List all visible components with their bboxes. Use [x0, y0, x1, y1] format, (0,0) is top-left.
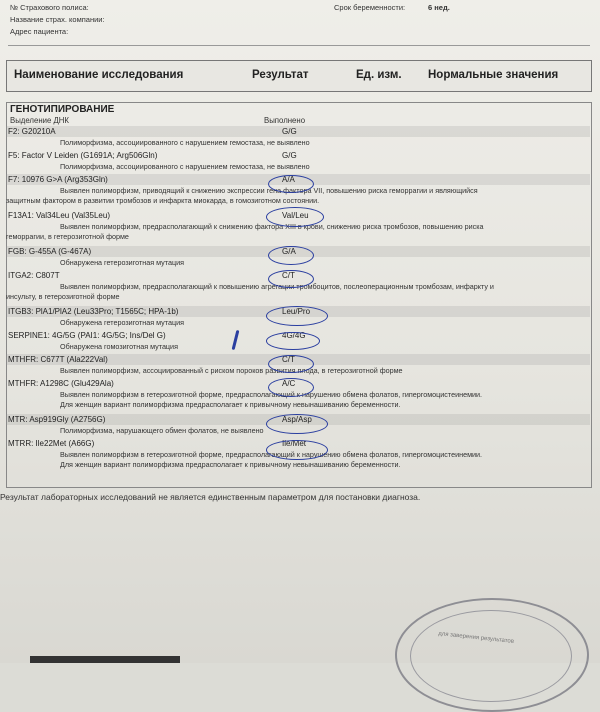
ink-circle [268, 355, 314, 373]
ink-circle [268, 246, 314, 265]
row-description: Выявлен полиморфизм, предрасполагающий к повышению агрегации тромбоцитов, послеоперационным тромбозам, инфаркту и [60, 282, 494, 291]
divider [8, 45, 590, 46]
pregnancy-label: Срок беременности: [334, 3, 406, 12]
gene-name: ITGB3: PlA1/PlA2 (Leu33Pro; T1565C; HPA-1b) [8, 307, 179, 316]
genotype-result: A/A [282, 175, 295, 184]
gene-name: FGB: G-455A (G-467A) [8, 247, 92, 256]
genotype-row [6, 150, 590, 172]
row-description: Полиморфизма, нарушающего обмен фолатов, не выявлено [60, 426, 264, 435]
gene-name: MTHFR: C677T (Ala222Val) [8, 355, 108, 364]
genotype-result: C/T [282, 355, 295, 364]
ink-circle [268, 270, 314, 288]
genotype-result: Leu/Pro [282, 307, 311, 316]
row-description: Выявлен полиморфизм в гетерозиготной форме, предрасполагающий к нарушению обмена фолатов, гипергомоцистеинемии. [60, 390, 483, 399]
pregnancy-value: 6 нед. [428, 3, 450, 12]
gene-name: SERPINE1: 4G/5G (PAI1: 4G/5G; Ins/Del G) [8, 331, 166, 340]
gene-name: F13A1: Val34Leu (Val35Leu) [8, 211, 110, 220]
footer-note: Результат лабораторных исследований не является единственным параметром для постановки диагноза. [0, 492, 421, 502]
genotype-row [6, 126, 590, 148]
insurer-label: Название страх. компании: [10, 15, 105, 24]
gene-name: MTRR: Ile22Met (A66G) [8, 439, 95, 448]
header-normal: Нормальные значения [428, 69, 559, 81]
ink-circle [266, 440, 328, 460]
header-result: Результат [252, 69, 309, 81]
row-description: Полиморфизма, ассоциированного с нарушением гемостаза, не выявлено [60, 162, 310, 171]
gene-name: F7: 10976 G>A (Arg353Gln) [8, 175, 108, 184]
gene-name: F2: G20210A [8, 127, 56, 136]
row-description: Для женщин вариант полиморфизма предрасполагает к привычному невынашиванию беременности. [60, 400, 401, 409]
dna-label: Выделение ДНК [10, 116, 69, 125]
row-description: защитным фактором в развитии тромбозов и инфаркта миокарда, в гомозиготном состоянии. [6, 196, 320, 205]
header-unit: Ед. изм. [356, 69, 402, 81]
gene-name: ITGA2: C807T [8, 271, 60, 280]
genotype-result: C/T [282, 271, 295, 280]
row-description: Обнаружена гомозиготная мутация [60, 342, 178, 351]
gene-name: MTHFR: A1298C (Glu429Ala) [8, 379, 114, 388]
ink-circle [268, 175, 314, 193]
dna-result: Выполнено [264, 116, 306, 125]
genotype-result: G/G [282, 151, 297, 160]
ink-circle [266, 306, 328, 326]
row-band [6, 126, 590, 137]
gene-name: F5: Factor V Leiden (G1691A; Arg506Gln) [8, 151, 158, 160]
genotype-result: G/G [282, 127, 297, 136]
address-label: Адрес пациента: [10, 27, 69, 36]
header-name: Наименование исследования [14, 69, 184, 81]
ink-circle [268, 378, 314, 397]
gene-name: MTR: Asp919Gly (A2756G) [8, 415, 106, 424]
genotype-result: A/C [282, 379, 296, 388]
row-description: Выявлен полиморфизм в гетерозиготной форме, предрасполагающий к нарушению обмена фолатов, гипергомоцистеинемии. [60, 450, 483, 459]
row-description: Обнаружена гетерозиготная мутация [60, 318, 184, 327]
row-description: геморрагии, в гетерозиготной форме [6, 232, 129, 241]
ink-circle [266, 414, 328, 434]
ink-circle [266, 207, 324, 227]
row-description: Полиморфизма, ассоциированного с нарушением гемостаза, не выявлено [60, 138, 310, 147]
genotype-result: Asp/Asp [282, 415, 312, 424]
row-description: Для женщин вариант полиморфизма предрасполагает к привычному невынашиванию беременности. [60, 460, 401, 469]
row-description: Выявлен полиморфизм, предрасполагающий к снижению фактора XIII в крови, снижению риска тромбозов, повышению риска [60, 222, 484, 231]
policy-label: № Страхового полиса: [10, 3, 89, 12]
ink-circle [266, 332, 320, 350]
row-description: инсульту, в гетерозиготной форме [6, 292, 120, 301]
row-description: Выявлен полиморфизм, приводящий к снижению экспрессии гена фактора VII, повышению риска геморрагии и являющийся [60, 186, 478, 195]
row-description: Обнаружена гетерозиготная мутация [60, 258, 184, 267]
genotype-result: 4G/4G [282, 331, 306, 340]
stamp-inner [410, 610, 572, 702]
row-description: Выявлен полиморфизм, ассоциированный с риском пороков развития плода, в гетерозиготной форме [60, 366, 403, 375]
genotype-result: G/A [282, 247, 296, 256]
section-title: ГЕНОТИПИРОВАНИЕ [10, 104, 115, 115]
genotype-result: Val/Leu [282, 211, 309, 220]
bottom-bar [30, 656, 180, 663]
stamp-text: для заверения результатов [437, 631, 515, 645]
genotype-result: Ile/Met [282, 439, 307, 448]
